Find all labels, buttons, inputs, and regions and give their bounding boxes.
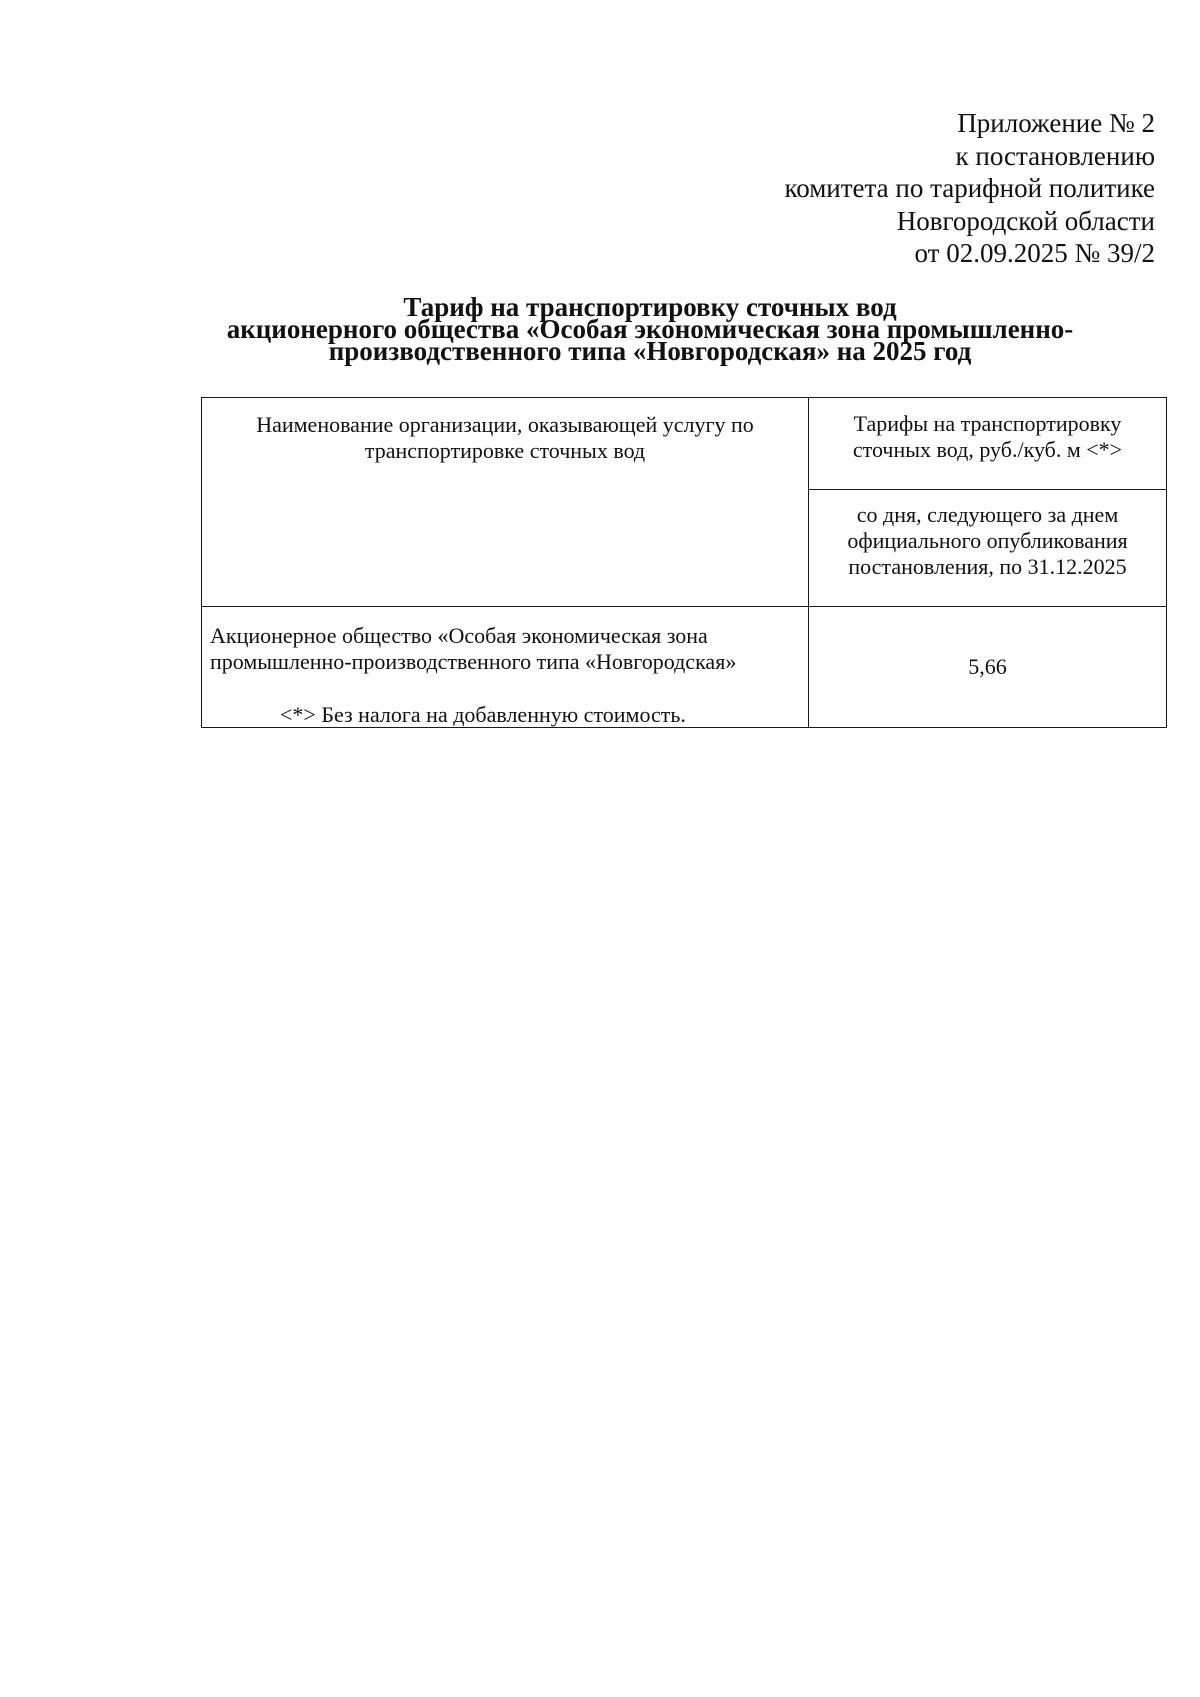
header-tariff: Тарифы на транспортировку сточных вод, руб./куб. м <*> [809, 398, 1167, 490]
appendix-number: Приложение № 2 [957, 108, 1155, 138]
appendix-block [784, 107, 1155, 270]
appendix-line-resolution: к постановлению [955, 140, 1155, 171]
cell-tariff-value: 5,66 [809, 607, 1167, 728]
header-organization-name: Наименование организации, оказывающей услугу по транспортировке сточных вод [202, 398, 809, 607]
appendix-line-committee: комитета по тарифной политике [784, 173, 1155, 203]
title-line-2: акционерного общества «Особая экономическая зона промышленно- [226, 314, 1074, 344]
footnote: <*> Без налога на добавленную стоимость. [280, 702, 686, 727]
table-header-row [202, 398, 1167, 490]
appendix-date-number: от 02.09.2025 № 39/2 [914, 238, 1155, 268]
cell-organization: Акционерное общество «Особая экономическая зона промышленно-производственного типа «Новгородская» [202, 607, 809, 728]
appendix-line-region: Новгородской области [896, 205, 1155, 236]
title-line-3: производственного типа «Новгородская» на 2025 год [328, 336, 972, 366]
document-title [150, 292, 1150, 366]
tariff-table [201, 397, 1167, 728]
title-line-1: Тариф на транспортировку сточных вод [403, 292, 897, 322]
header-period: со дня, следующего за днем официального опубликования постановления, по 31.12.2025 [809, 490, 1167, 607]
